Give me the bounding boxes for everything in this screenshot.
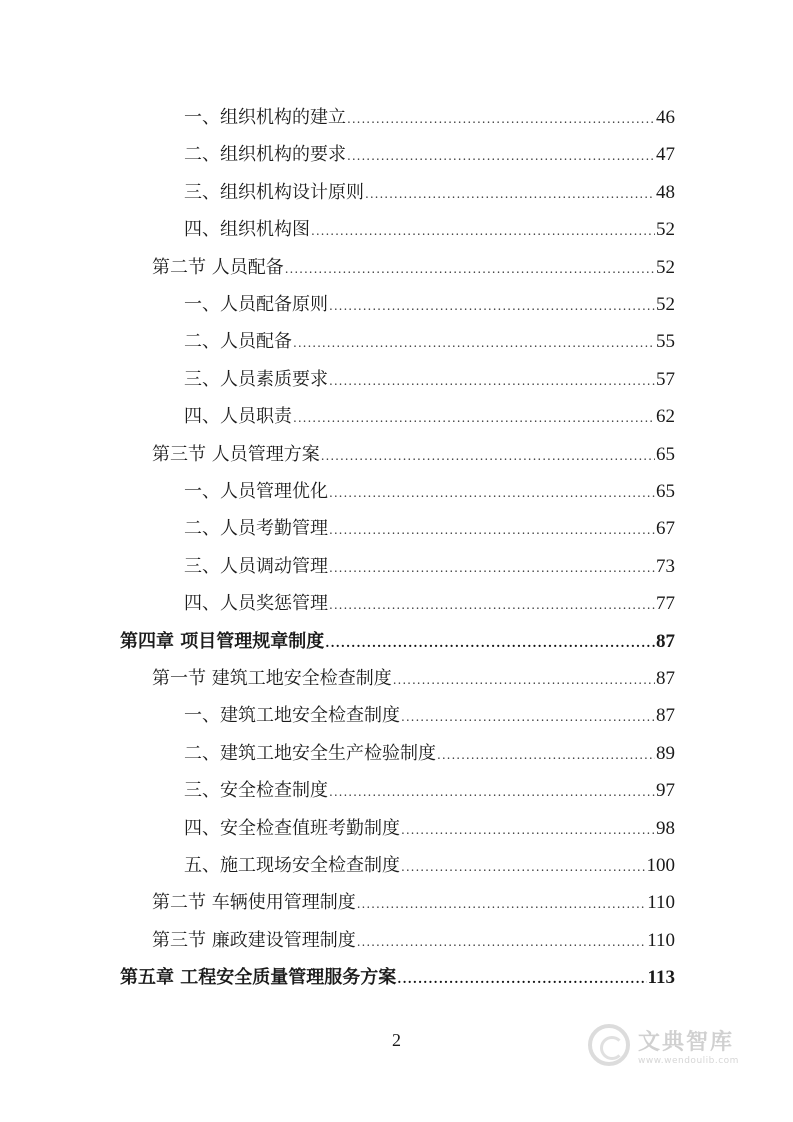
toc-entry-label: 第一节 建筑工地安全检查制度 <box>152 668 392 689</box>
dot-leader <box>437 741 655 769</box>
page-number: 2 <box>392 1030 401 1050</box>
dot-leader <box>329 778 655 806</box>
toc-entry-page: 67 <box>656 518 675 540</box>
toc-entry-label: 一、建筑工地安全检查制度 <box>184 705 400 727</box>
toc-entry-page: 55 <box>656 331 675 353</box>
toc-entry-page: 52 <box>656 256 675 278</box>
toc-entry-label: 第二节 车辆使用管理制度 <box>152 892 356 914</box>
toc-entry[interactable] <box>184 141 675 169</box>
toc-entry-label: 二、人员考勤管理 <box>184 518 328 540</box>
dot-leader <box>285 255 655 283</box>
toc-entry-page: 52 <box>656 294 675 315</box>
toc-entry[interactable] <box>152 927 675 955</box>
dot-leader <box>293 404 655 432</box>
dot-leader <box>401 703 655 731</box>
dot-leader <box>401 853 646 881</box>
toc-entry-page: 48 <box>656 181 675 203</box>
toc-entry[interactable] <box>184 740 675 768</box>
dot-leader <box>357 890 646 918</box>
toc-entry[interactable] <box>152 254 675 282</box>
toc-entry-label: 四、组织机构图 <box>184 219 310 241</box>
toc-entry-page: 57 <box>656 368 675 390</box>
toc-entry-page: 87 <box>656 668 675 689</box>
toc-entry[interactable] <box>184 553 675 581</box>
toc-entry-label: 三、安全检查制度 <box>184 780 328 802</box>
toc-entry[interactable] <box>184 702 675 730</box>
dot-leader <box>401 816 655 844</box>
toc-entry-page: 77 <box>656 593 675 615</box>
toc-entry-page: 97 <box>656 780 675 802</box>
toc-entry-label: 一、人员配备原则 <box>184 294 328 315</box>
dot-leader <box>357 928 646 956</box>
toc-entry[interactable] <box>184 366 675 394</box>
toc-entry[interactable] <box>184 328 675 356</box>
watermark <box>588 1020 758 1070</box>
dot-leader <box>393 666 655 694</box>
watermark-name: 文典智库 <box>638 1029 735 1055</box>
toc-entry[interactable] <box>184 216 675 244</box>
dot-leader <box>329 554 655 582</box>
toc-chapter-entry[interactable] <box>120 964 675 992</box>
toc-entry-label: 一、组织机构的建立 <box>184 107 346 128</box>
toc-entry-page: 113 <box>647 967 675 989</box>
dot-leader <box>329 591 655 619</box>
toc-entry-label: 五、施工现场安全检查制度 <box>184 855 400 876</box>
toc-entry[interactable] <box>184 478 675 506</box>
toc-entry-label: 一、人员管理优化 <box>184 481 328 502</box>
dot-leader <box>347 142 655 170</box>
toc-entry[interactable] <box>184 815 675 843</box>
dot-leader <box>321 442 655 470</box>
toc-entry-label: 三、组织机构设计原则 <box>184 181 364 203</box>
toc-entry[interactable] <box>184 515 675 543</box>
dot-leader <box>329 292 655 320</box>
toc-entry-label: 第四章 项目管理规章制度 <box>120 630 325 652</box>
toc-entry-label: 三、人员调动管理 <box>184 555 328 577</box>
toc-entry[interactable] <box>184 403 675 431</box>
watermark-url: www.wendoulib.com <box>638 1055 739 1066</box>
toc-entry[interactable] <box>184 179 675 207</box>
toc-chapter-entry[interactable] <box>120 628 675 656</box>
toc-entry-label: 二、建筑工地安全生产检验制度 <box>184 742 436 764</box>
toc-entry[interactable] <box>184 104 675 132</box>
toc-entry-page: 52 <box>656 219 675 241</box>
watermark-logo-icon <box>588 1024 630 1066</box>
dot-leader <box>347 105 655 133</box>
toc-entry-label: 第三节 人员管理方案 <box>152 443 320 465</box>
toc-entry-label: 四、安全检查值班考勤制度 <box>184 817 400 839</box>
toc-entry[interactable] <box>152 665 675 693</box>
dot-leader <box>311 217 655 245</box>
toc-entry-page: 110 <box>647 929 675 951</box>
toc-entry[interactable] <box>184 590 675 618</box>
toc-entry-page: 65 <box>656 443 675 465</box>
dot-leader <box>329 367 655 395</box>
toc-entry-page: 62 <box>656 406 675 428</box>
toc-entry-label: 第五章 工程安全质量管理服务方案 <box>120 967 397 989</box>
dot-leader <box>293 329 655 357</box>
toc-entry-page: 46 <box>656 107 675 128</box>
toc-entry-page: 87 <box>656 705 675 727</box>
toc-entry-page: 89 <box>656 742 675 764</box>
toc-entry[interactable] <box>184 777 675 805</box>
toc-entry-page: 100 <box>646 855 675 876</box>
toc-entry[interactable] <box>184 291 675 319</box>
toc-entry[interactable] <box>152 441 675 469</box>
toc-entry-label: 二、组织机构的要求 <box>184 144 346 166</box>
dot-leader <box>329 479 655 507</box>
toc-entry-label: 四、人员职责 <box>184 406 292 428</box>
toc-entry-label: 四、人员奖惩管理 <box>184 593 328 615</box>
toc-entry[interactable] <box>184 852 675 880</box>
toc-entry-page: 110 <box>647 892 675 914</box>
toc-entry-page: 47 <box>656 144 675 166</box>
toc-entry-label: 三、人员素质要求 <box>184 368 328 390</box>
toc-entry-label: 第二节 人员配备 <box>152 256 284 278</box>
toc-entry-page: 65 <box>656 481 675 502</box>
toc-entry-page: 98 <box>656 817 675 839</box>
toc-entry-page: 73 <box>656 555 675 577</box>
toc-entry[interactable] <box>152 889 675 917</box>
toc-entry-label: 第三节 廉政建设管理制度 <box>152 929 356 951</box>
dot-leader <box>397 965 646 993</box>
dot-leader <box>365 180 655 208</box>
toc-entry-label: 二、人员配备 <box>184 331 292 353</box>
dot-leader <box>329 516 655 544</box>
toc-entry-page: 87 <box>656 630 675 652</box>
dot-leader <box>325 629 655 657</box>
